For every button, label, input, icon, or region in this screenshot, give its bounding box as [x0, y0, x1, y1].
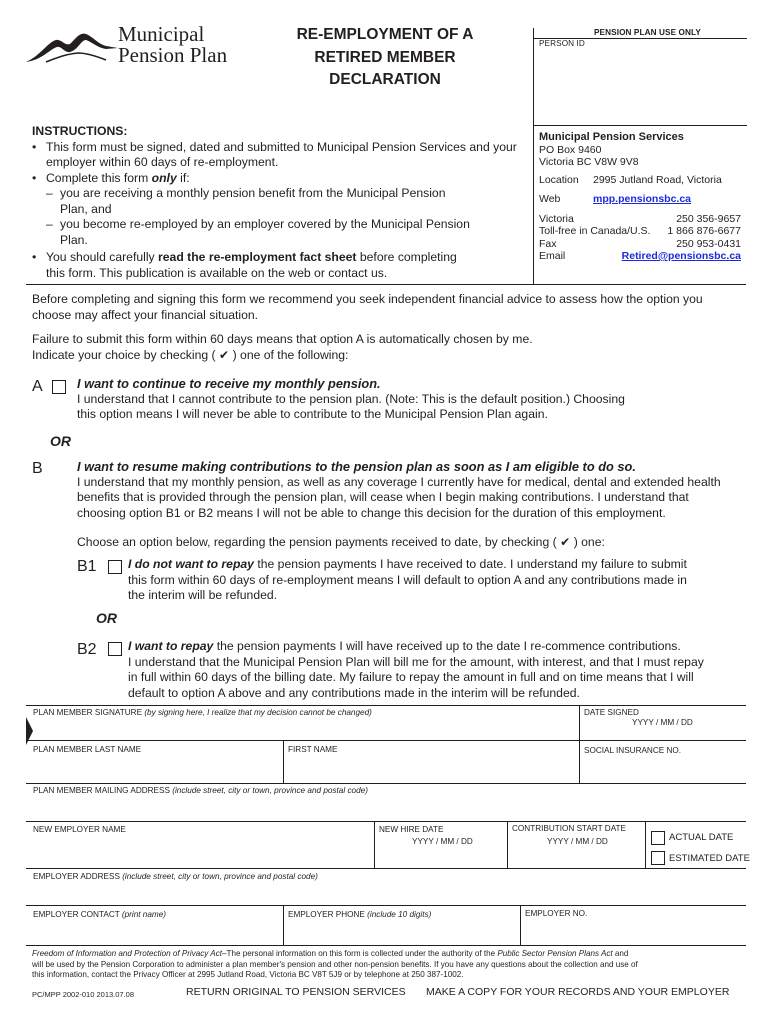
employer-contact-field[interactable]: EMPLOYER CONTACT (print name): [33, 910, 167, 919]
person-id-field[interactable]: PERSON ID: [539, 39, 585, 48]
logo-line-2: Pension Plan: [118, 43, 228, 67]
condition-2: you become re-employed by an employer covered by the Municipal Pension Plan.: [60, 217, 470, 247]
mpp-logo: [26, 24, 236, 68]
instructions: INSTRUCTIONS: • This form must be signed, dated and submitted to Municipal Pension Services and your employer within 60 days of re-employment. • Complete this form only if: – you are receiving a monthly pension benefit from the Municipal Pension Plan, and – you become re-employed by an employer covered by the Municipal Pension Plan. • You should carefully read the re-employment fact sheet before completing this form. This publication is available on the web or contact us.: [32, 124, 522, 281]
employer-name-field[interactable]: NEW EMPLOYER NAME: [33, 825, 126, 834]
return-instruction: RETURN ORIGINAL TO PENSION SERVICES: [186, 986, 406, 998]
actual-date-label: ACTUAL DATE: [669, 832, 734, 843]
email-label: Email: [539, 250, 566, 262]
option-b2-text: I want to repay the pension payments I will have received up to the date I re-commence contributions. I understand that the Municipal Pension Plan will bill me for the amount, with interest, and that I must repay in full within 60 days of the billing date. My failure to repay the amount in full and on time means that I will default to option A above and any contributions made in the interim will be refunded.: [128, 639, 704, 700]
option-b2-checkbox[interactable]: [108, 642, 122, 656]
form-code: PC/MPP 2002-010 2013.07.08: [32, 990, 135, 999]
instructions-heading: INSTRUCTIONS:: [32, 124, 128, 138]
last-name-field[interactable]: PLAN MEMBER LAST NAME: [33, 745, 142, 754]
date-signed-format: YYYY / MM / DD: [632, 718, 693, 727]
logo-line-1: Municipal: [118, 22, 205, 46]
employer-number-field[interactable]: EMPLOYER NO.: [525, 909, 588, 918]
fax-number: 250 953-0431: [676, 237, 741, 250]
choose-option-text: Choose an option below, regarding the pension payments received to date, by checking ( ✔ ) one:: [77, 535, 605, 549]
contact-info: [539, 131, 741, 263]
instruction-2: Complete this form only if:: [46, 170, 190, 185]
instruction-1: This form must be signed, dated and submitted to Municipal Pension Services and your employer within 60 days of re-employment.: [46, 139, 517, 169]
copy-instruction: MAKE A COPY FOR YOUR RECORDS AND YOUR EMPLOYER: [426, 986, 730, 998]
title-line-1: RE-EMPLOYMENT OF A: [296, 26, 474, 43]
option-a-checkbox[interactable]: [52, 380, 66, 394]
option-b1-checkbox[interactable]: [108, 560, 122, 574]
hire-date-format: YYYY / MM / DD: [412, 837, 473, 846]
signature-field[interactable]: PLAN MEMBER SIGNATURE (by signing here, I realize that my decision cannot be changed): [33, 708, 372, 717]
privacy-notice: Freedom of Information and Protection of Privacy Act–The personal information on this form is collected under the authority of the Public Sector Pension Plans Act and will be used by the Pension Corporation to administer a plan member's pension and other non-pension benefits. If you have any questions about the collection and use of this information, contact the Privacy Officer at 2995 Jutland Road, Victoria BC V8T 5J9 or by telephone at 250 387-1002.: [32, 949, 638, 979]
hire-date-field[interactable]: NEW HIRE DATE: [379, 825, 444, 834]
option-a-text: I want to continue to receive my monthly pension. I understand that I cannot contribute to the pension plan. (Note: This is the default position.) Choosing this option means I will never be able to contribute to the Municipal Pension Plan again.: [77, 376, 625, 421]
option-a-letter: A: [32, 378, 43, 395]
title-line-2: RETIRED MEMBER: [314, 48, 456, 66]
actual-date-checkbox[interactable]: [651, 831, 665, 845]
location-label: Location: [539, 173, 579, 186]
estimated-date-checkbox[interactable]: [651, 851, 665, 865]
title-line-3: DECLARATION: [329, 71, 441, 88]
form-title: [270, 24, 500, 92]
contact-city: Victoria BC V8W 9V8: [539, 156, 639, 168]
contribution-start-format: YYYY / MM / DD: [547, 837, 608, 846]
first-name-field[interactable]: FIRST NAME: [288, 745, 338, 754]
employer-phone-field[interactable]: EMPLOYER PHONE (include 10 digits): [288, 910, 432, 919]
tollfree-label: Toll-free in Canada/U.S.: [539, 225, 651, 237]
checkmark-icon: ✔: [560, 535, 571, 549]
condition-1: you are receiving a monthly pension benefit from the Municipal Pension Plan, and: [60, 186, 446, 216]
tollfree-phone: 1 866 876-6677: [667, 225, 741, 237]
contact-org: Municipal Pension Services: [539, 131, 684, 143]
date-signed-field[interactable]: DATE SIGNED: [584, 708, 639, 717]
employer-address-field[interactable]: EMPLOYER ADDRESS (include street, city or town, province and postal code): [33, 872, 318, 881]
office-use-box: [533, 28, 747, 125]
mountain-logo-icon: [26, 26, 118, 66]
option-b1-letter: B1: [77, 558, 97, 575]
fax-label: Fax: [539, 237, 557, 250]
instruction-3: You should carefully read the re-employment fact sheet before completing this form. This publication is available on the web or contact us.: [46, 250, 457, 280]
option-b-text: I want to resume making contributions to the pension plan as soon as I am eligible to do so. I understand that my monthly pension, as well as any coverage I currently have for medical, dental and extended health benefits that is provided through the pension plan, will cease when I begin making contributions. I understand that choosing option B1 or B2 means I will not be able to change this decision for the duration of this employment.: [77, 459, 721, 520]
web-label: Web: [539, 192, 561, 205]
mailing-address-field[interactable]: PLAN MEMBER MAILING ADDRESS (include street, city or town, province and postal code): [33, 786, 368, 795]
option-b1-text: I do not want to repay the pension payments I have received to date. I understand my failure to submit this form within 60 days of re-employment means I will default to option A and any contributions made in the interim will be refunded.: [128, 557, 687, 602]
advice-paragraph: Before completing and signing this form we recommend you seek independent financial advice to assess how the option you choose may affect your financial situation.: [32, 292, 703, 322]
location-value: 2995 Jutland Road, Victoria: [593, 173, 722, 186]
contact-po: PO Box 9460: [539, 143, 602, 156]
estimated-date-label: ESTIMATED DATE: [669, 853, 750, 864]
option-b-letter: B: [32, 460, 43, 477]
contribution-start-field[interactable]: CONTRIBUTION START DATE: [512, 824, 627, 833]
instruction-paragraph: Failure to submit this form within 60 days means that option A is automatically chosen by me. Indicate your choice by checking ( ✔ ) one of the following:: [32, 332, 533, 362]
victoria-phone: 250 356-9657: [676, 212, 741, 225]
office-use-label: PENSION PLAN USE ONLY: [594, 28, 701, 37]
option-b2-letter: B2: [77, 641, 97, 658]
web-link[interactable]: mpp.pensionsbc.ca: [593, 192, 692, 205]
or-divider-1: OR: [50, 433, 71, 449]
or-divider-2: OR: [96, 610, 117, 626]
email-link[interactable]: Retired@pensionsbc.ca: [621, 250, 741, 262]
victoria-label: Victoria: [539, 212, 574, 225]
checkmark-icon: ✔: [218, 347, 230, 362]
sin-field[interactable]: SOCIAL INSURANCE NO.: [584, 746, 682, 755]
